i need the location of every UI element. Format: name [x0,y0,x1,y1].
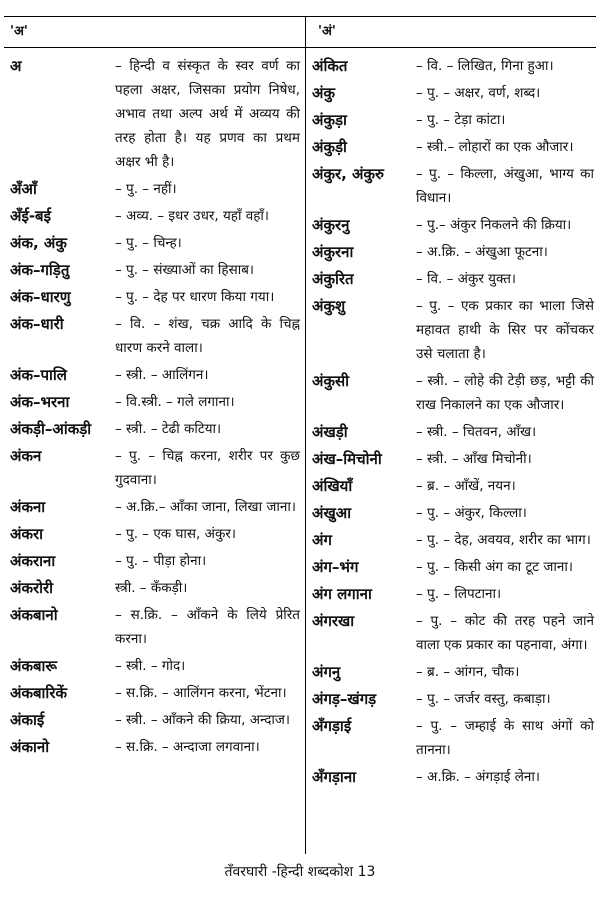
headword: अंकबारिकें [10,684,67,702]
dictionary-entry [312,54,594,78]
definition: – अव्य. – इधर उधर, यहाँ वहाँ। [115,208,270,224]
dictionary-entry [10,258,300,282]
definition: – पु. – संख्याओं का हिसाब। [115,262,255,278]
definition: – पु. – लिपटाना। [416,586,502,602]
definition: – पु. – अंकुर, किल्ला। [416,505,527,521]
headword: अंक–भरना [10,393,70,411]
definition: – ब्र. – आँखें, नयन। [416,478,516,494]
headword: अंग लगाना [312,585,372,603]
definition: – स.क्रि. – आँकने के लिये प्रेरित करना। [115,607,300,647]
headword: अंकुरना [312,243,354,261]
dictionary-entry [10,681,300,705]
definition: – वि. – अंकुर युक्त। [416,271,517,287]
headword: अ [10,57,22,75]
definition: – पु. – जम्हाई के साथ अंगों को तानना। [416,718,594,758]
headword: अंगनु [312,663,341,681]
dictionary-entry [10,363,300,387]
definition: – पु. – टेड़ा कांटा। [416,112,506,128]
headword: अंक–धारी [10,315,64,333]
dictionary-entry [312,528,594,552]
definition: – पु. – चिह्न करना, शरीर पर कुछ गुदवाना। [115,448,300,488]
dictionary-entry [10,576,300,600]
dictionary-entry [312,240,594,264]
definition: – वि. – लिखित, गिना हुआ। [416,58,554,74]
headword: अंक, अंकु [10,234,67,252]
headword: अंग [312,531,332,549]
dictionary-entry [312,81,594,105]
headword: अंकुरित [312,270,354,288]
headword: अंकन [10,447,42,465]
definition: – स्त्री. – आँख मिचोनी। [416,451,532,467]
right-column [312,54,594,792]
dictionary-entry [312,447,594,471]
definition: – स्त्री. – लोहे की टेड़ी छड़, भट्टी की राख निकालने का एक औजार। [416,373,594,413]
headword: अँई-बई [10,207,51,225]
dictionary-entry [10,54,300,174]
dictionary-entry [10,444,300,492]
dictionary-entry [312,162,594,210]
headword: अँआँ [10,180,37,198]
dictionary-entry [10,549,300,573]
guide-word-left: 'अ' [10,24,28,39]
headword: अंकुरनु [312,216,350,234]
dictionary-entry [10,708,300,732]
headword: अंगड़–खंगड़ [312,690,377,708]
definition: – स्त्री. – आलिंगन। [115,367,209,383]
headword: अंकरा [10,525,44,543]
definition: – स्त्री. – गोद। [115,658,186,674]
definition: – पु. – किसी अंग का टूट जाना। [416,559,573,575]
dictionary-entry [10,231,300,255]
guide-word-right: 'अं' [318,24,336,39]
definition: – अ.क्रि. – अंगड़ाई लेना। [416,769,540,785]
headword: अंकु [312,84,335,102]
dictionary-entry [312,555,594,579]
dictionary-entry [10,735,300,759]
definition: – पु. – एक प्रकार का भाला जिसे महावत हाथी के सिर पर कोंचकर उसे चलाता है। [416,298,594,362]
page-footer: तँवरघारी -हिन्दी शब्दकोश 13 [224,864,376,880]
definition: – ब्र. – आंगन, चौक। [416,664,520,680]
headword: अंकड़ी–आंकड़ी [10,420,92,438]
definition: स्त्री. – कँकड़ी। [115,580,188,596]
dictionary-entry [312,135,594,159]
headword: अंक–पालि [10,366,67,384]
definition: – पु. – जर्जर वस्तु, कबाड़ा। [416,691,551,707]
definition: – पु. – चिन्ह। [115,235,182,251]
column-divider [305,16,306,854]
left-column [10,54,300,762]
headword: अंकबानो [10,606,58,624]
definition: – स.क्रि. – आलिंगन करना, भेंटना। [115,685,287,701]
headword: अंकुशु [312,297,346,315]
headword: अंखियाँ [312,477,353,495]
headword: अंकबारू [10,657,58,675]
dictionary-entry [312,609,594,657]
dictionary-entry [10,204,300,228]
dictionary-entry [312,501,594,525]
dictionary-entry [10,603,300,651]
definition: – वि.स्त्री. – गले लगाना। [115,394,235,410]
dictionary-entry [312,369,594,417]
dictionary-entry [10,654,300,678]
dictionary-entry [312,108,594,132]
dictionary-entry [312,294,594,366]
definition: – स्त्री.– लोहारों का एक औजार। [416,139,574,155]
page-header [4,16,596,48]
dictionary-entry [312,582,594,606]
headword: अंकरोरी [10,579,54,597]
definition: – स्त्री. – चितवन, आँख। [416,424,537,440]
headword: अंगरखा [312,612,355,630]
dictionary-entry [10,177,300,201]
definition: – पु.– अंकुर निकलने की क्रिया। [416,217,572,233]
definition: – स्त्री. – टेढी कटिया। [115,421,222,437]
definition: – पु. – देह पर धारण किया गया। [115,289,275,305]
dictionary-entry [10,285,300,309]
headword: अंखुआ [312,504,352,522]
definition: – वि. – शंख, चक्र आदि के चिह्न धारण करने वाला। [115,316,300,356]
headword: अंकराना [10,552,56,570]
definition: – अ.क्रि.– आँका जाना, लिखा जाना। [115,499,296,515]
headword: अंक–गड़ितु [10,261,70,279]
headword: अंकाई [10,711,45,729]
dictionary-entry [312,213,594,237]
dictionary-entry [10,417,300,441]
dictionary-entry [312,474,594,498]
headword: अंकना [10,498,46,516]
definition: – पु. – एक घास, अंकुर। [115,526,236,542]
definition: – पु. – पीड़ा होना। [115,553,207,569]
headword: अंक–धारणु [10,288,71,306]
headword: अंकुर, अंकुरु [312,165,384,183]
definition: – हिन्दी व संस्कृत के स्वर वर्ण का पहला अक्षर, जिसका प्रयोग निषेध, अभाव तथा अल्प अर्थ में अव्यय की तरह होता है। यह प्रणव का प्रथम अक्षर भी है। [115,58,300,170]
headword: अंकुसी [312,372,350,390]
headword: अंकित [312,57,348,75]
dictionary-entry [10,495,300,519]
dictionary-entry [10,390,300,414]
definition: – पु. – कोट की तरह पहने जाने वाला एक प्रकार का पहनावा, अंगा। [416,613,594,653]
headword: अंकुड़ा [312,111,347,129]
definition: – पु. – देह, अवयव, शरीर का भाग। [416,532,591,548]
dictionary-entry [312,687,594,711]
headword: अंख–मिचोनी [312,450,382,468]
definition: – अ.क्रि. – अंखुआ फूटना। [416,244,548,260]
headword: अंकुड़ी [312,138,347,156]
headword: अँगड़ाना [312,768,357,786]
definition: – स.क्रि. – अन्दाजा लगवाना। [115,739,260,755]
definition: – स्त्री. – आँकने की क्रिया, अन्दाज। [115,712,291,728]
headword: अंकानो [10,738,50,756]
dictionary-entry [312,267,594,291]
dictionary-entry [312,714,594,762]
definition: – पु. – किल्ला, अंखुआ, भाग्य का विधान। [416,166,594,206]
headword: अंग–भंग [312,558,359,576]
headword: अंखड़ी [312,423,348,441]
headword: अँगड़ाई [312,717,352,735]
definition: – पु. – अक्षर, वर्ण, शब्द। [416,85,541,101]
dictionary-entry [10,312,300,360]
dictionary-entry [312,660,594,684]
dictionary-entry [312,420,594,444]
dictionary-entry [312,765,594,789]
dictionary-entry [10,522,300,546]
definition: – पु. – नहीं। [115,181,177,197]
